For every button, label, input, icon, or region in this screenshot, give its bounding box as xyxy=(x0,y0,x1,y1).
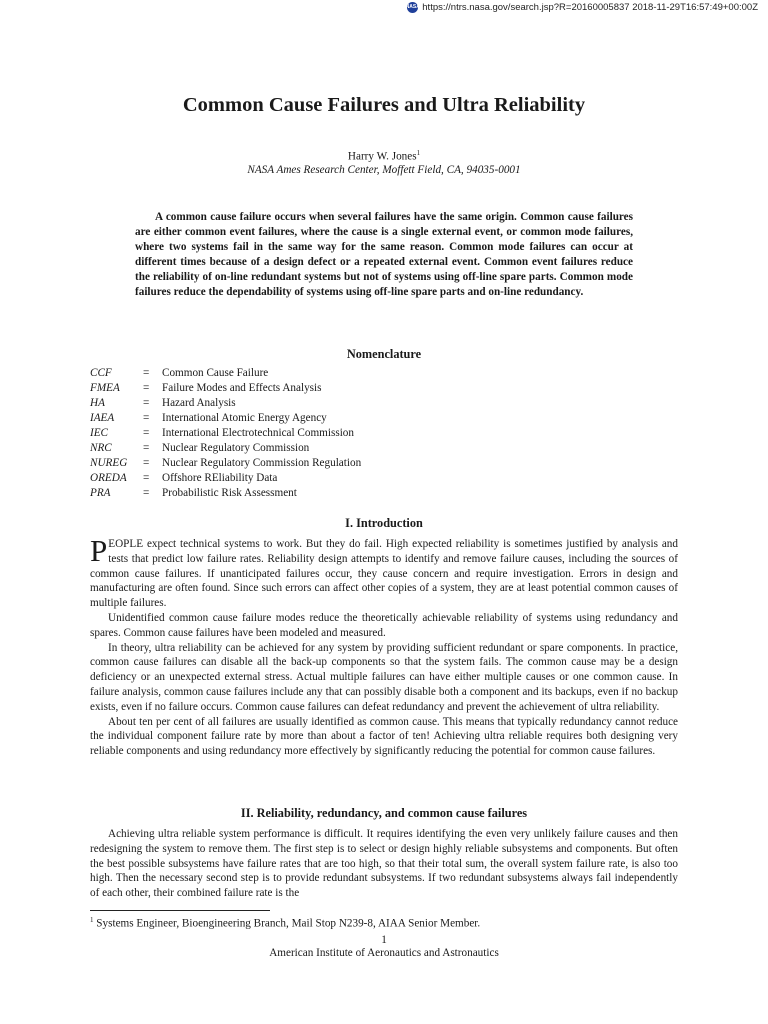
nomenclature-entry xyxy=(90,486,361,501)
section-1-paragraph: Unidentified common cause failure modes reduce the theoretically achievable reliability of systems using redundancy and spares. Common cause failures have been modeled and measured. xyxy=(90,611,678,639)
section-1-heading: I. Introduction xyxy=(345,516,423,530)
nomenclature-definition: Nuclear Regulatory Commission xyxy=(162,442,310,454)
nomenclature-definition: Offshore REliability Data xyxy=(162,472,278,484)
nomenclature-heading: Nomenclature xyxy=(346,347,422,361)
section-2-paragraph: Achieving ultra reliable system performance is difficult. It requires identifying the even very unlikely failure causes and then redesigning the system to remove them. The first step is to select or design highly reliable subsystems and components. But often the best possible subsystems have failure rates that are too high, so that their total sum, the overall system failure rate, is also too high. Then the necessary second step is to provide redundant subsystems. If two redundant subsystems always fail independently of each other, their combined failure rate is the xyxy=(90,828,678,900)
author-name: Harry W. Jones xyxy=(347,150,417,163)
nomenclature-abbr: OREDA xyxy=(90,472,127,484)
nomenclature-abbr: NRC xyxy=(90,442,112,454)
ntrs-stamp xyxy=(407,0,758,14)
nasa-logo-icon: NASA xyxy=(407,2,418,13)
nomenclature-definition: Probabilistic Risk Assessment xyxy=(162,487,297,499)
nomenclature-definition: International Atomic Energy Agency xyxy=(162,412,327,424)
nomenclature-equals: = xyxy=(143,427,150,439)
nomenclature-equals: = xyxy=(143,367,150,379)
nomenclature-definition: Common Cause Failure xyxy=(162,367,269,379)
author-line xyxy=(0,149,768,163)
footnote-mark: 1 xyxy=(90,916,94,924)
nomenclature-equals: = xyxy=(143,457,150,469)
nomenclature-definition: Hazard Analysis xyxy=(162,397,236,409)
nomenclature-definition: International Electrotechnical Commission xyxy=(162,427,354,439)
footnote-rule xyxy=(90,910,270,911)
author-footnote-mark: 1 xyxy=(416,149,421,157)
section-1-paragraph: About ten per cent of all failures are usually identified as common cause. This means that typically redundancy cannot reduce the individual component failure rate by more than about a factor of ten! Achieving ultra reliable requires both designing very reliable components and using redundancy more effectively by significantly reducing the potential for common cause failures. xyxy=(90,715,678,758)
nomenclature-equals: = xyxy=(143,397,150,409)
nomenclature-equals: = xyxy=(143,412,150,424)
nomenclature-entry xyxy=(90,396,361,411)
page-number: 1 xyxy=(381,934,387,946)
nomenclature-abbr: NUREG xyxy=(90,457,128,469)
nomenclature-entry xyxy=(90,441,361,456)
nomenclature-abbr: FMEA xyxy=(90,382,120,394)
nomenclature-entry xyxy=(90,471,361,486)
nomenclature-equals: = xyxy=(143,382,150,394)
author-affiliation: NASA Ames Research Center, Moffett Field, CA, 94035-0001 xyxy=(247,164,521,176)
paragraph-text: EOPLE expect technical systems to work. But they do fail. High expected reliability is sometimes justified by analysis and tests that predict low failure rates. Reliability design attempts to identify and remove failure causes, including the sources of common cause failures. If unanticipated failures occur, they cause concern and require investigation. Errors in design and manufacturing are often found. Since such errors can affect other copies of a system, they are at least potential common causes of multiple failures. xyxy=(90,538,678,610)
paper-title: Common Cause Failures and Ultra Reliability xyxy=(182,94,586,116)
nomenclature-abbr: IEC xyxy=(90,427,109,439)
section-2-body xyxy=(90,827,678,901)
nomenclature-abbr: CCF xyxy=(90,367,112,379)
nomenclature-definition: Failure Modes and Effects Analysis xyxy=(162,382,322,394)
nomenclature-abbr: HA xyxy=(90,397,105,409)
nomenclature-abbr: PRA xyxy=(90,487,111,499)
section-1-paragraph xyxy=(90,533,678,611)
section-1-paragraph: In theory, ultra reliability can be achieved for any system by providing sufficient redundant or spare components. In practice, common cause failures can disable all the back-up components so that the system fails. The common cause may be a design deficiency or an unexpected external stress. Actual multiple failures can have either multiple causes or one common cause. In failure analysis, common cause failures include any that can possibly disable both a component and its backups, even if no backup exists, even if no failure occurs. Common cause failures can defeat redundancy and prevent the achievement of ultra reliability. xyxy=(90,641,678,713)
nomenclature-entry xyxy=(90,456,361,471)
nomenclature-equals: = xyxy=(143,442,150,454)
section-1-body xyxy=(90,533,678,759)
footnote xyxy=(90,916,480,930)
footnote-text: Systems Engineer, Bioengineering Branch, Mail Stop N239-8, AIAA Senior Member. xyxy=(93,917,481,930)
nomenclature-equals: = xyxy=(143,487,150,499)
nomenclature-definition: Nuclear Regulatory Commission Regulation xyxy=(162,457,362,469)
nomenclature-entry xyxy=(90,381,361,396)
nomenclature-entry xyxy=(90,426,361,441)
nomenclature-list xyxy=(90,366,361,501)
publisher-footer: American Institute of Aeronautics and Astronautics xyxy=(269,947,499,959)
section-2-heading: II. Reliability, redundancy, and common cause failures xyxy=(240,806,528,820)
nomenclature-abbr: IAEA xyxy=(90,412,115,424)
nomenclature-entry xyxy=(90,366,361,381)
abstract: A common cause failure occurs when several failures have the same origin. Common cause failures are either common event failures, where the cause is a single external event, or common mode failures, where two systems fail in the same way for the same reason. Common mode failures can occur at different times because of a design defect or a repeated external event. Common event failures reduce the reliability of on-line redundant systems but not of systems using off-line spare parts. Common mode failures reduce the dependability of systems using off-line spare parts and on-line redundancy. xyxy=(135,211,633,299)
drop-cap: P xyxy=(90,533,108,568)
nomenclature-equals: = xyxy=(143,472,150,484)
stamp-url[interactable]: https://ntrs.nasa.gov/search.jsp?R=20160005837 2018-11-29T16:57:49+00:00Z xyxy=(422,1,758,13)
nomenclature-entry xyxy=(90,411,361,426)
